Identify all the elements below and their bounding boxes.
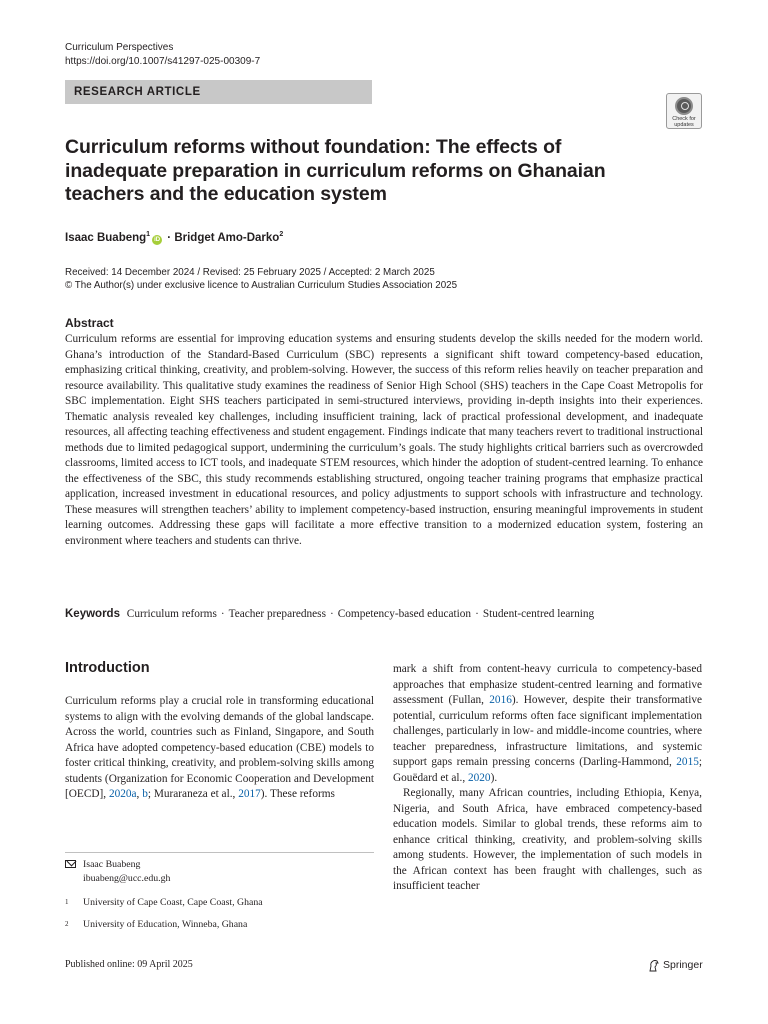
author-affiliation-marker: 1 xyxy=(146,231,151,238)
publisher-name: Springer xyxy=(663,959,703,971)
paragraph: mark a shift from content-heavy curricula to competency-based approaches that emphasize student-centred learning and formative assessment (Fullan, 2016). However, despite their transformative potential, curriculum reforms often face significant implementation challenges, particularly in low- and middle-income countries, where teacher preparedness, infrastructure limitations, and systemic support gaps remain pressing concerns (Darling-Hammond, 2015; Gouëdard et al., 2020). xyxy=(393,663,702,784)
author-separator: · xyxy=(167,232,172,244)
article-history xyxy=(65,266,457,292)
springer-horse-icon xyxy=(648,959,660,972)
citation-link[interactable]: 2016 xyxy=(489,694,512,706)
affiliation xyxy=(65,896,263,912)
abstract-heading: Abstract xyxy=(65,316,114,330)
affiliation-number: 1 xyxy=(65,898,69,906)
envelope-icon xyxy=(65,860,76,868)
affiliation xyxy=(65,918,263,934)
left-column xyxy=(65,694,374,803)
corresponding-email[interactable]: ibuabeng@ucc.edu.gh xyxy=(83,873,171,884)
orcid-icon[interactable]: iD xyxy=(154,237,161,243)
journal-name: Curriculum Perspectives xyxy=(65,42,174,53)
citation-link[interactable]: 2020a xyxy=(108,788,137,800)
check-for-updates-label: Check for updates xyxy=(672,116,696,128)
author-affiliation-marker: 2 xyxy=(279,231,284,238)
journal-header xyxy=(65,41,260,69)
corresponding-author-name: Isaac Buabeng xyxy=(83,859,141,870)
paragraph: Regionally, many African countries, including Ethiopia, Kenya, Nigeria, and South Africa, have embraced competency-based education models. Similar to global trends, these reforms aim to enhance critical thinking, creativity, and problem-solving skills among students. However, the implementation of such models in the African context has been fraught with challenges, such as insufficient teacher xyxy=(393,787,702,892)
citation-link[interactable]: 2017 xyxy=(238,788,261,800)
keywords-line xyxy=(65,606,594,622)
author-name[interactable]: Isaac Buabeng xyxy=(65,232,147,244)
keyword-separator: · xyxy=(475,608,479,620)
abstract-text: Curriculum reforms are essential for improving education systems and ensuring students develop the skills needed for the modern world. Ghana’s introduction of the Standard-Based Curriculum (SBC) represents a significant shift toward competency-based education, emphasizing critical thinking, creativity, and problem-solving. However, the success of this reform relies heavily on teacher preparation and resource availability. This qualitative study examines the readiness of Senior High School (SHS) teachers in the Cape Coast Metropolis for SBC implementation. Eight SHS teachers participated in semi-structured interviews, providing in-depth insights into their experiences. Thematic analysis revealed key challenges, including insufficient training, lack of practical professional development, and inadequate resources, all affecting teaching effectiveness and student engagement. Findings indicate that many teachers revert to traditional instructional methods due to limited pedagogical support, undermining the curriculum’s goals. The study highlights critical barriers such as overcrowded classrooms, limited access to ICT tools, and inadequate STEM resources, which hinder the adoption of student-centred learning. To enhance the effectiveness of the SBC, this study recommends establishing structured, ongoing teacher training programs that emphasize practical application, increased investment in educational resources, and policy adjustments to support schools with infrastructure and technology. These measures will strengthen teachers’ ability to implement competency-based instruction, ensuring meaningful improvements in student learning outcomes. Addressing these gaps will facilitate a more effective transition to a modernized education system, fostering an environment where teachers and students can thrive. xyxy=(65,333,703,547)
citation-link[interactable]: 2020 xyxy=(467,771,491,784)
check-for-updates-button[interactable] xyxy=(666,93,702,129)
footnotes xyxy=(65,858,263,935)
keyword-separator: · xyxy=(220,608,225,620)
keywords-label: Keywords xyxy=(65,608,120,620)
corresponding-author xyxy=(65,858,263,872)
affiliation-text: University of Cape Coast, Cape Coast, Ghana xyxy=(83,897,263,908)
affiliation-number: 2 xyxy=(65,920,69,929)
article-type-banner: RESEARCH ARTICLE xyxy=(65,80,372,104)
publisher-logo xyxy=(648,958,703,972)
keyword: Curriculum reforms xyxy=(126,608,217,620)
author-name[interactable]: Bridget Amo-Darko xyxy=(174,232,280,244)
footnote-divider xyxy=(65,852,374,853)
keyword: Teacher preparedness xyxy=(228,608,326,620)
check-for-updates-icon xyxy=(675,97,693,115)
affiliation-text: University of Education, Winneba, Ghana xyxy=(83,919,248,931)
author-list xyxy=(65,227,283,246)
citation-link[interactable]: b xyxy=(142,788,148,800)
history-dates: Received: 14 December 2024 / Revised: 25 February 2025 / Accepted: 2 March 2025 xyxy=(65,267,435,278)
doi-link[interactable]: https://doi.org/10.1007/s41297-025-00309-7 xyxy=(65,56,261,67)
published-online-date: Published online: 09 April 2025 xyxy=(65,959,193,970)
article-title: Curriculum reforms without foundation: The effects of inadequate preparation in curriculum reforms on Ghanaian teachers and the education system xyxy=(65,136,606,205)
keyword: Student-centred learning xyxy=(482,608,595,620)
citation-link[interactable]: 2015 xyxy=(676,756,699,768)
right-column xyxy=(393,662,702,895)
keyword: Competency-based education xyxy=(337,608,472,620)
copyright-line: © The Author(s) under exclusive licence to Australian Curriculum Studies Association 2025 xyxy=(65,280,458,291)
paragraph: Curriculum reforms play a crucial role in transforming educational systems to align with the evolving demands of the global landscape. Across the world, countries such as Finland, Singapore, and South Africa have adopted competency-based education (CBE) models to foster critical thinking, creativity, and problem-solving skills among students (Organization for Economic Cooperation and Development [OECD], 2020a, b; Muraraneza et al., 2017). These reforms xyxy=(65,695,374,800)
corresponding-email-row xyxy=(65,872,263,885)
introduction-heading: Introduction xyxy=(65,660,150,676)
keyword-separator: · xyxy=(329,608,334,620)
